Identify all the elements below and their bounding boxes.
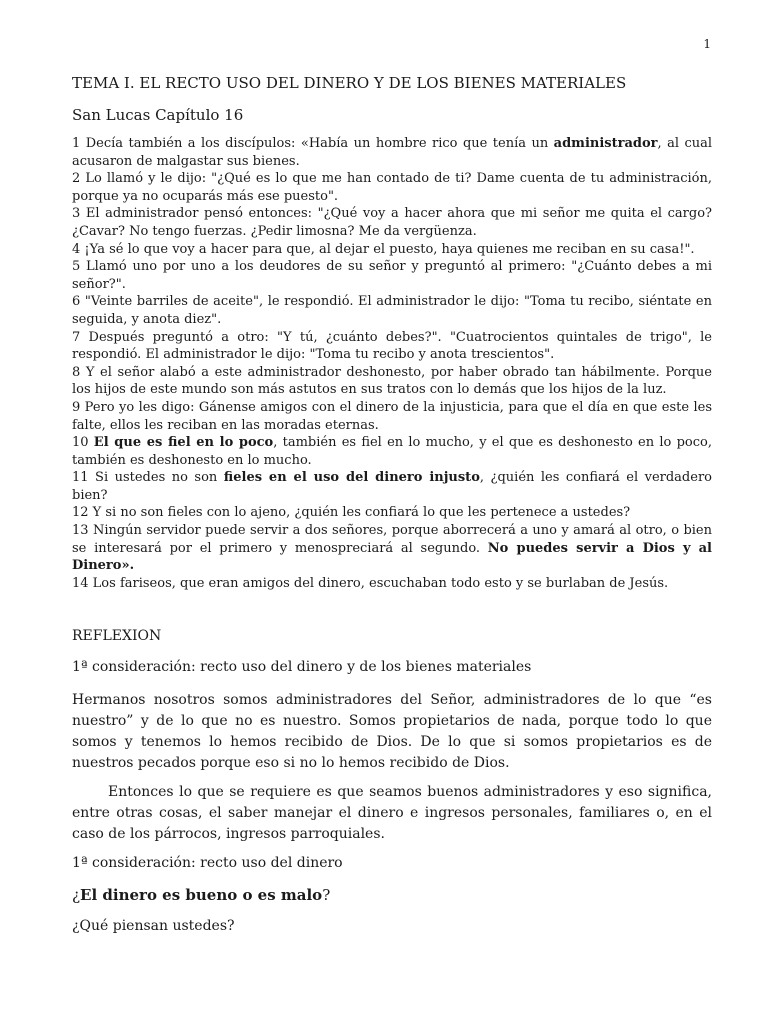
verse [72,575,712,593]
reflection-paragraph-1: Hermanos nosotros somos administradores del Señor, administradores de lo que “es nuestro” y de lo que no es nuestro. Somos propietarios de nada, porque todo lo que somos y tenemos lo hemos recibido de Dios. De lo que si somos propietarios es de nuestros pecados porque eso si no lo hemos recibido de Dios. [72,692,712,771]
verse [72,522,712,575]
verse [72,293,712,328]
question-open: ¿ [72,886,81,904]
verse-text: 4 ¡Ya sé lo que voy a hacer para que, al dejar el puesto, haya quienes me reciban en su casa!". [72,241,695,257]
verse-text: 3 El administrador pensó entonces: "¿Qué voy a hacer ahora que mi señor me quita el cargo? ¿Cavar? No tengo fuerzas. ¿Pedir limosna? Me da vergüenza. [72,206,712,239]
verse-text: 10 [72,435,94,451]
page-number: 1 [703,37,711,51]
verses-block [72,135,712,592]
verse-text: 13 Ningún servidor puede servir a dos señores, porque aborrecerá a uno y amará al otro, o bien se interesará por el primero y menospreciará al segundo. [72,523,712,556]
verse-text: 7 Después preguntó a otro: "Y tú, ¿cuánto debes?". "Cuatrocientos quintales de trigo", le respondió. El administrador le dijo: "Toma tu recibo y anota trescientos". [72,329,712,363]
question-bold: El dinero es bueno o es malo [80,886,323,904]
verse [72,504,712,522]
question-close: ? [322,886,331,904]
consideration-heading-1: 1ª consideración: recto uso del dinero y de los bienes materiales [72,659,532,675]
verse-text: 11 Si ustedes no son [72,470,224,486]
verse-text: , al cual acusaron de malgastar sus bienes. [72,136,712,169]
verse-text: 6 "Veinte barriles de aceite", le respondió. El administrador le dijo: "Toma tu recibo, siéntate en seguida, y anota diez". [72,294,712,327]
verse [72,434,712,469]
question-line [72,886,330,904]
document-subtitle: San Lucas Capítulo 16 [72,106,244,124]
verse-text: 12 Y si no son fieles con lo ajeno, ¿quién les confiará lo que les pertenece a ustedes? [72,505,631,521]
verse [72,241,712,259]
verse-text: 8 Y el señor alabó a este administrador deshonesto, por haber obrado tan hábilmente. Porque los hijos de este mundo son más astutos en sus tratos con lo demás que los hijos de la luz. [72,364,712,398]
document-title: TEMA I. EL RECTO USO DEL DINERO Y DE LOS BIENES MATERIALES [72,74,627,92]
ask-line: ¿Qué piensan ustedes? [72,918,235,934]
verse [72,364,712,399]
consideration-heading-2: 1ª consideración: recto uso del dinero [72,855,343,871]
verse [72,258,712,293]
verse-bold-text: fieles en el uso del dinero injusto [223,470,480,486]
verse [72,469,712,504]
verse-bold-text: El que es fiel en lo poco [93,435,274,451]
verse [72,135,712,170]
reflection-paragraph-2: Entonces lo que se requiere es que seamos buenos administradores y eso significa, entre otras cosas, el saber manejar el dinero e ingresos personales, familiares o, en el caso de los párrocos, ingresos parroquiales. [72,784,712,842]
verse-text: , también es fiel en lo mucho, y el que es deshonesto en lo poco, también es deshonesto en lo mucho. [72,435,712,468]
verse-bold-text: No puedes servir a Dios y al Dinero». [72,540,712,574]
verse-bold-text: administrador [553,136,658,151]
verse [72,399,712,434]
verse [72,329,712,364]
verse-text: 9 Pero yo les digo: Gánense amigos con el dinero de la injusticia, para que el día en que este les falte, ellos les reciban en las moradas eternas. [72,399,712,433]
verse [72,170,712,205]
verse-text: 1 Decía también a los discípulos: «Había un hombre rico que tenía un [72,136,554,151]
verse-text: 14 Los fariseos, que eran amigos del dinero, escuchaban todo esto y se burlaban de Jesús. [72,575,669,591]
verse-text: 5 Llamó uno por uno a los deudores de su señor y preguntó al primero: "¿Cuánto debes a mi señor?". [72,259,712,292]
verse-text: , ¿quién les confiará el verdadero bien? [72,470,712,503]
verse [72,205,712,240]
verse-text: 2 Lo llamó y le dijo: "¿Qué es lo que me han contado de ti? Dame cuenta de tu administración, porque ya no ocuparás más ese puesto". [72,171,712,204]
reflexion-heading: REFLEXION [72,628,162,644]
